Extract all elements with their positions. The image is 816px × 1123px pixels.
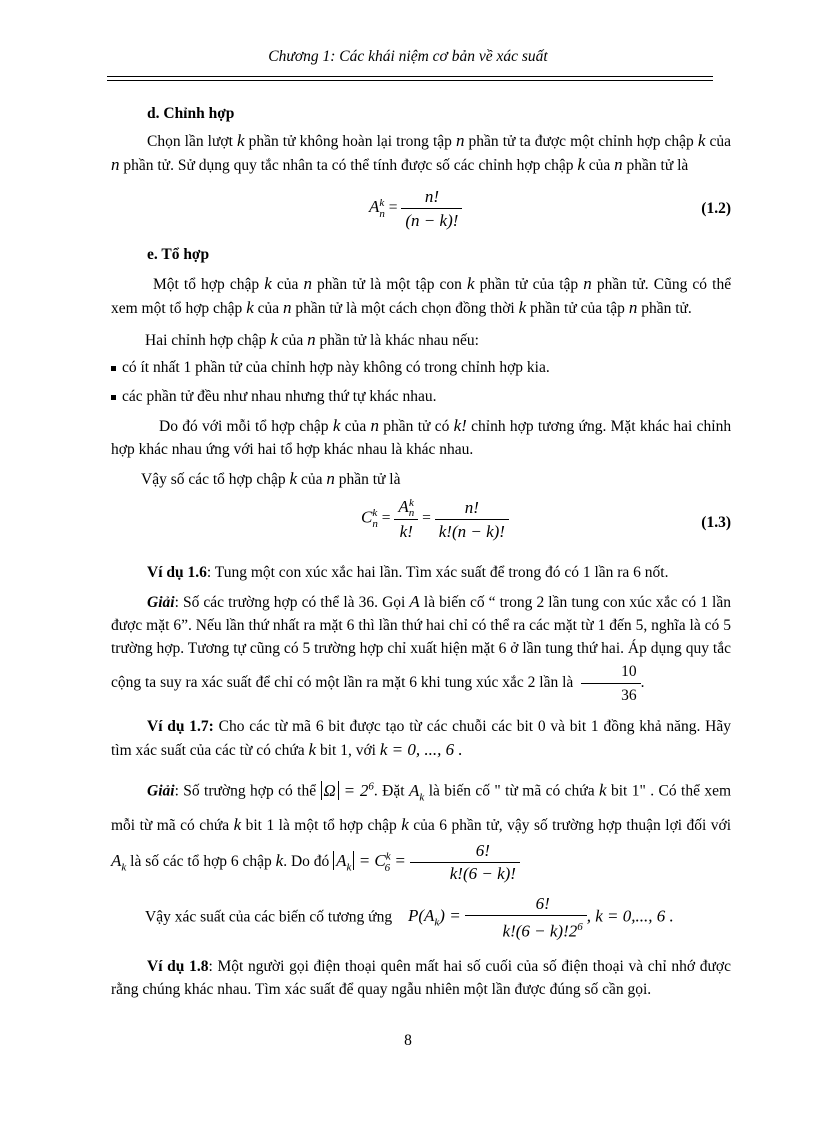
example-1-6: Ví dụ 1.6: Tung một con xúc xắc hai lần. Tìm xác suất để trong đó có 1 lần ra 6 nốt. bbox=[147, 564, 669, 581]
equation-label: (1.2) bbox=[701, 200, 731, 217]
solution-1-7: Giải: Số trường hợp có thể $\Omega = 2^6$. Đặt $A_k$ là biến cố " từ mã có chứa k bit 1" . Có thể xem mỗi từ mã có chứa k bit 1 là một tổ hợp chập k của 6 phần tử, vậy số trường hợp thuận lợi đối với $A_k$ là số các tổ hợp 6 chập k. Do đó $A_k = C^k_6$ = $\frac{6!}{k!(6 - k)!}$ bbox=[111, 780, 732, 884]
fraction: $\frac{n!}{(n - k)!}$ bbox=[401, 185, 462, 232]
page-content bbox=[111, 98, 731, 1001]
fraction: $\frac{6!}{k!(6 - k)!2^6}$ bbox=[465, 893, 587, 943]
fraction: $\frac{n!}{k!(n - k)!}$ bbox=[435, 496, 509, 543]
equation-label: (1.3) bbox=[701, 514, 731, 531]
probability-line: Vậy xác suất của các biến cố tương ứng $P(A_k)$ = $\frac{6!}{k!(6 - k)!2^6}$ , k = 0,..., 6 . bbox=[145, 894, 674, 941]
paragraph-to-hop: Một tổ hợp chập k của n phần tử là một tập con k phần tử của tập n phần tử. Cũng có thể xem một tổ hợp chập k của n phần tử là một cách chọn đồng thời k phần tử của tập n phần tử. bbox=[111, 274, 732, 317]
header-rule-bottom bbox=[107, 80, 713, 81]
equation-1-3: C k n = A k n k! = $\frac{n!}{k!(n - k)!}$ (1.3) bbox=[361, 497, 731, 541]
fraction: $\frac{6!}{k!(6 - k)!}$ bbox=[410, 840, 520, 885]
equation-1-2: A k n = $\frac{n!}{(n - k)!}$ (1.2) bbox=[369, 187, 731, 230]
paragraph-chinh-hop: Chọn lần lượt k phần tử không hoàn lại trong tập n phần tử ta được một chỉnh hợp chập k của n phần tử. Sử dụng quy tắc nhân ta có thể tính được số các chỉnh hợp chập k của n phần tử là bbox=[111, 131, 732, 174]
paragraph-khac-nhau: Hai chỉnh hợp chập k của n phần tử là khác nhau nếu: bbox=[145, 330, 479, 349]
bullet-item: các phần tử đều như nhau nhưng thứ tự khác nhau. bbox=[111, 385, 731, 408]
page-header: Chương 1: Các khái niệm cơ bản về xác suất bbox=[268, 48, 548, 65]
bullet-item: có ít nhất 1 phần tử của chỉnh hợp này không có trong chỉnh hợp kia. bbox=[111, 356, 731, 379]
heading-to-hop: e. Tổ hợp bbox=[147, 246, 210, 263]
heading-chinh-hop: d. Chỉnh hợp bbox=[147, 105, 235, 122]
example-1-7: Ví dụ 1.7: Cho các từ mã 6 bit được tạo từ các chuỗi các bit 0 và bit 1 đồng khả năng. Hãy tìm xác suất của các từ có chứa k bit 1, với k = 0, ..., 6 . bbox=[111, 718, 731, 759]
example-1-8: Ví dụ 1.8: Một người gọi điện thoại quên mất hai số cuối của số điện thoại và chỉ nhớ được rằng chúng khác nhau. Tìm xác suất để quay ngẫu nhiên một lần được đúng số cần gọi. bbox=[111, 957, 731, 998]
paragraph-do-do: Do đó với mỗi tổ hợp chập k của n phần tử có k! chỉnh hợp tương ứng. Mặt khác hai chỉnh hợp khác nhau ứng với hai tổ hợp khác nhau là khác nhau. bbox=[111, 416, 732, 458]
page-number: 8 bbox=[404, 1032, 412, 1049]
fraction: $\frac{10}{36}$ bbox=[581, 660, 641, 707]
solution-1-6: Giải: Số các trường hợp có thể là 36. Gọi A là biến cố “ trong 2 lần tung con xúc xắc có 1 lần được mặt 6”. Nếu lần thứ nhất ra mặt 6 thì lần thứ hai chỉ có thể ra các mặt từ 1 đến 5, nghĩa là có 5 trường hợp. Tương tự cũng có 5 trường hợp chỉ xuất hiện mặt 6 ở lần tung thứ hai. Áp dụng quy tắc cộng ta suy ra xác suất để chỉ có một lần ra mặt 6 khi tung xúc xắc 2 lần là $\frac{10}{36}$ . bbox=[111, 590, 731, 707]
paragraph-vay-so: Vậy số các tổ hợp chập k của n phần tử là bbox=[141, 469, 401, 488]
header-rule-top bbox=[107, 76, 713, 77]
fraction: A k n k! bbox=[394, 495, 418, 543]
